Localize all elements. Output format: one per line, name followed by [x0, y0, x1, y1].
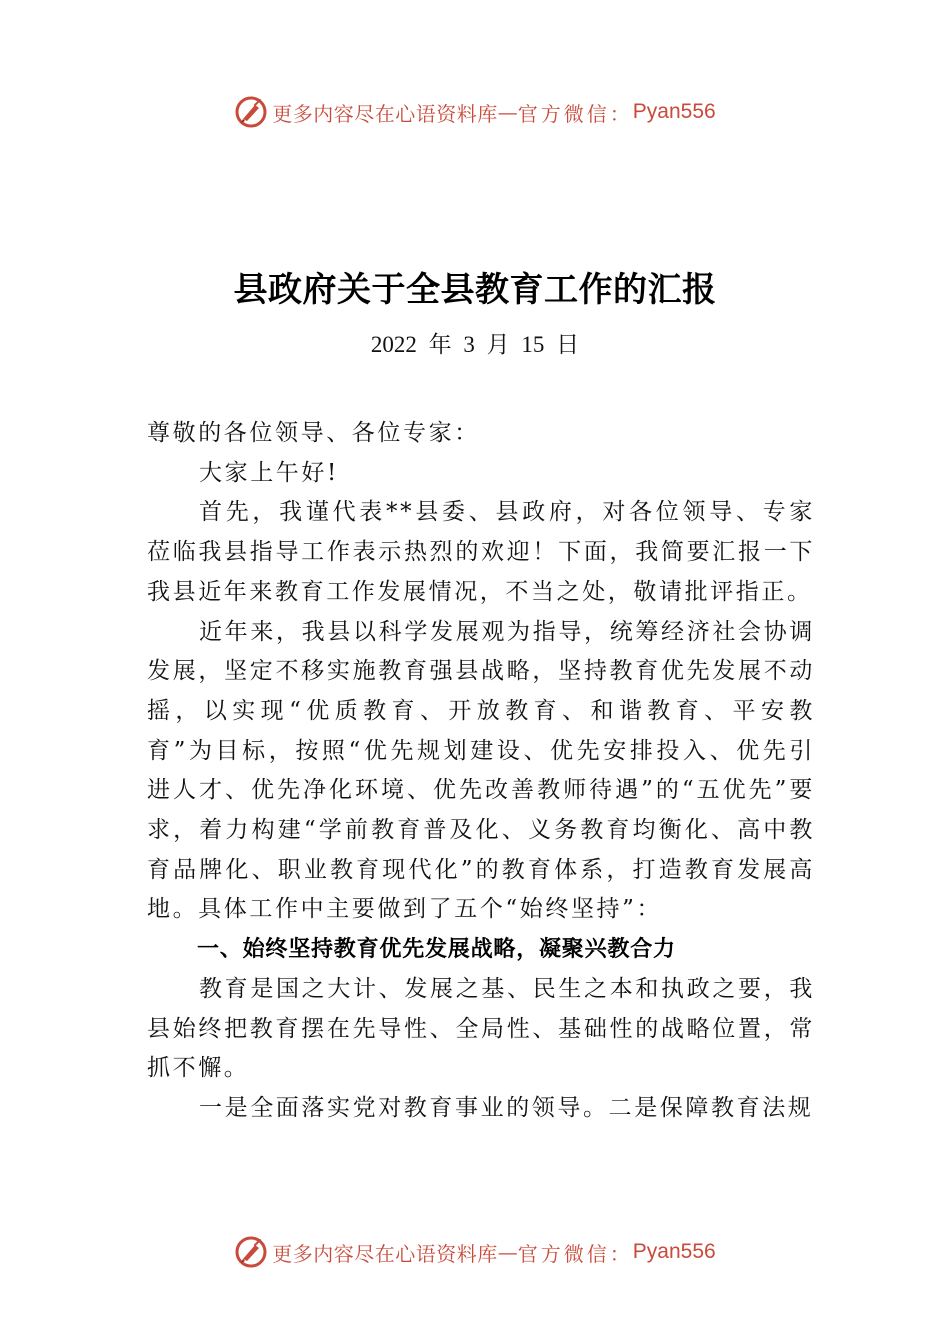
banner-wechat-label: 官方微信： — [517, 1241, 633, 1266]
greeting: 大家上午好! — [199, 459, 339, 486]
banner-slogan: 更多内容尽在心语资料库 — [272, 1241, 498, 1266]
quill-pen-logo-icon — [234, 1235, 268, 1269]
paragraph-intro: 首先，我谨代表**县委、县政府，对各位领导、专家莅临我县指导工作表示热烈的欢迎！下面，我简要汇报一下我县近年来教育工作发展情况，不当之处，敬请批评指正。 — [147, 499, 815, 605]
quill-pen-logo-icon — [234, 95, 268, 129]
header-banner — [0, 92, 950, 132]
section-heading: 一、始终坚持教育优先发展战略，凝聚兴教合力 — [197, 937, 676, 963]
footer-banner — [0, 1232, 950, 1272]
salutation: 尊敬的各位领导、各位专家： — [147, 420, 480, 446]
banner-wechat-label: 官方微信： — [517, 101, 633, 126]
banner-slogan: 更多内容尽在心语资料库 — [272, 101, 498, 126]
banner-wechat-id: Pyan556 — [632, 1240, 716, 1263]
document-title: 县政府关于全县教育工作的汇报 — [233, 270, 717, 310]
document-date: 2022 年 3 月 15 日 — [370, 332, 580, 357]
paragraph-overview: 近年来，我县以科学发展观为指导，统筹经济社会协调发展，坚定不移实施教育强县战略，坚持教育优先发展不动摇，以实现“优质教育、开放教育、和谐教育、平安教育”为目标，按照“优先规划建设、优先安排投入、优先引进人才、优先净化环境、优先改善教师待遇”的“五优先”要求，着力构建“学前教育普及化、义务教育均衡化、高中教育品牌化、职业教育现代化”的教育体系，打造教育发展高地。具体工作中主要做到了五个“始终坚持”： — [147, 618, 815, 923]
document-body — [147, 414, 815, 1129]
section-paragraph: 教育是国之大计、发展之基、民生之本和执政之要，我县始终把教育摆在先导性、全局性、基础性的战略位置，常抓不懈。 — [147, 975, 815, 1082]
section-paragraph: 一是全面落实党对教育事业的领导。二是保障教育法规 — [199, 1094, 814, 1121]
banner-wechat-id: Pyan556 — [632, 100, 716, 123]
banner-dash: — — [497, 1240, 518, 1264]
banner-dash: — — [497, 100, 518, 124]
